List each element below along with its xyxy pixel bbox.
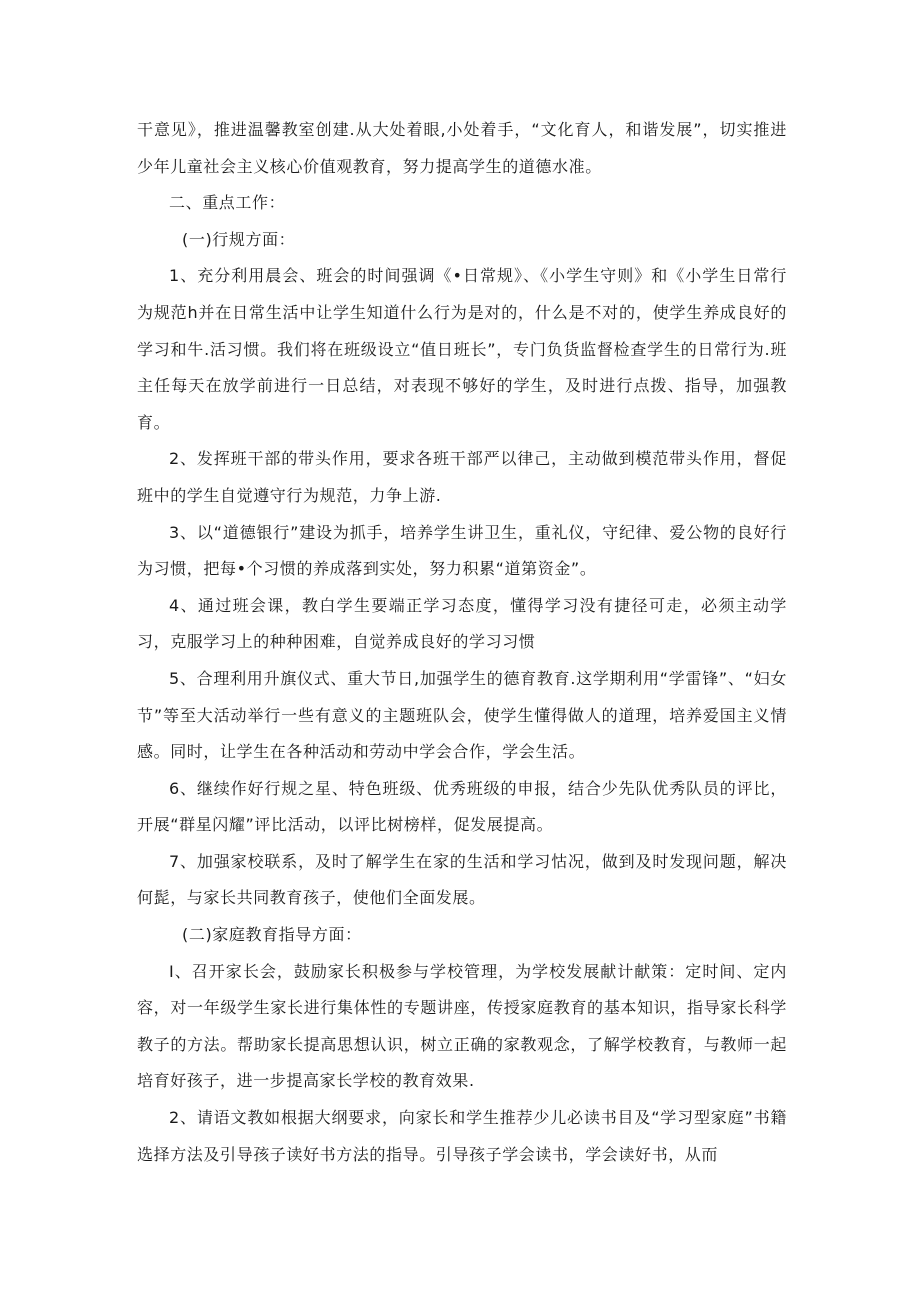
section-heading-key-work: 二、重点工作： xyxy=(169,193,286,213)
paragraph-intro-continuation: 干意见》，推进温馨教室创建.从大处着眼,小处着手，“文化育人，和谐发展”，切实推进少年儿童社会主义核心价值观教育，努力提高学生的道德水准。 xyxy=(137,120,787,176)
subsection-heading-conduct: (一)行规方面： xyxy=(182,229,296,249)
paragraph-item-2: 2、发挥班干部的带头作用，要求各班干部严以律己，主动做到模范带头作用，督促班中的学生自觉遵守行为规范，力争上游. xyxy=(137,449,787,505)
paragraph-item-6: 6、继续作好行规之星、特色班级、优秀班级的申报，结合少先队优秀队员的评比，开展“群星闪耀”评比活动，以评比树榜样，促发展提高。 xyxy=(137,778,787,835)
paragraph-family-item-2: 2、请语文教如根据大纲要求，向家长和学生推荐少儿必读书目及“学习型家庭”书籍选择方法及引导孩子读好书方法的指导。引导孩子学会读书，学会读好书，从而 xyxy=(137,1108,787,1164)
paragraph-item-5: 5、合理利用升旗仪式、重大节日,加强学生的德育教育.这学期利用“学雷锋”、“妇女节”等至大活动举行一些有意义的主题班队会，使学生懂得做人的道理，培养爱国主义情感。同时，让学生在各种活动和劳动中学会合作，学会生活。 xyxy=(137,668,787,762)
paragraph-family-item-1: I、召开家长会，鼓励家长积极参与学校管理，为学校发展献计献策：定时间、定内容，对一年级学生家长进行集体性的专题讲座，传授家庭教育的基本知识，指导家长科学教子的方法。帮助家长提高思想认识，树立正确的家教观念，了解学校教育，与教师一起培育好孩子，进一步提高家长学校的教育效果. xyxy=(137,961,787,1091)
paragraph-item-1: 1、充分利用晨会、班会的时间强调《•日常规》、《小学生守则》和《小学生日常行为规范h并在日常生活中让学生知道什么行为是对的，什么是不对的，使学生养成良好的学习和牛.活习惯。我们将在班级设立“值日班长”，专门负货监督检查学生的日常行为.班主任每天在放学前进行一日总结，对表现不够好的学生，及时进行点拨、指导，加强教育。 xyxy=(137,266,787,432)
paragraph-item-4: 4、通过班会课，教白学生要端正学习态度，懂得学习没有捷径可走，必须主动学习，克服学习上的种种困难，自觉养成良好的学习习惯 xyxy=(137,595,787,652)
document-body xyxy=(137,112,787,1173)
paragraph-item-3: 3、以“道德银行”建设为抓手，培养学生讲卫生，重礼仪，守纪律、爱公物的良好行为习惯，把每•个习惯的养成落到实处，努力积累“道第资金”。 xyxy=(137,522,787,579)
subsection-heading-family-education: (二)家庭教育指导方面： xyxy=(182,925,362,945)
paragraph-item-7: 7、加强家校联系，及时了解学生在家的生活和学习怙况，做到及时发现问题，解决何髭，与家长共同教育孩子，使他们全面发展。 xyxy=(137,851,787,908)
